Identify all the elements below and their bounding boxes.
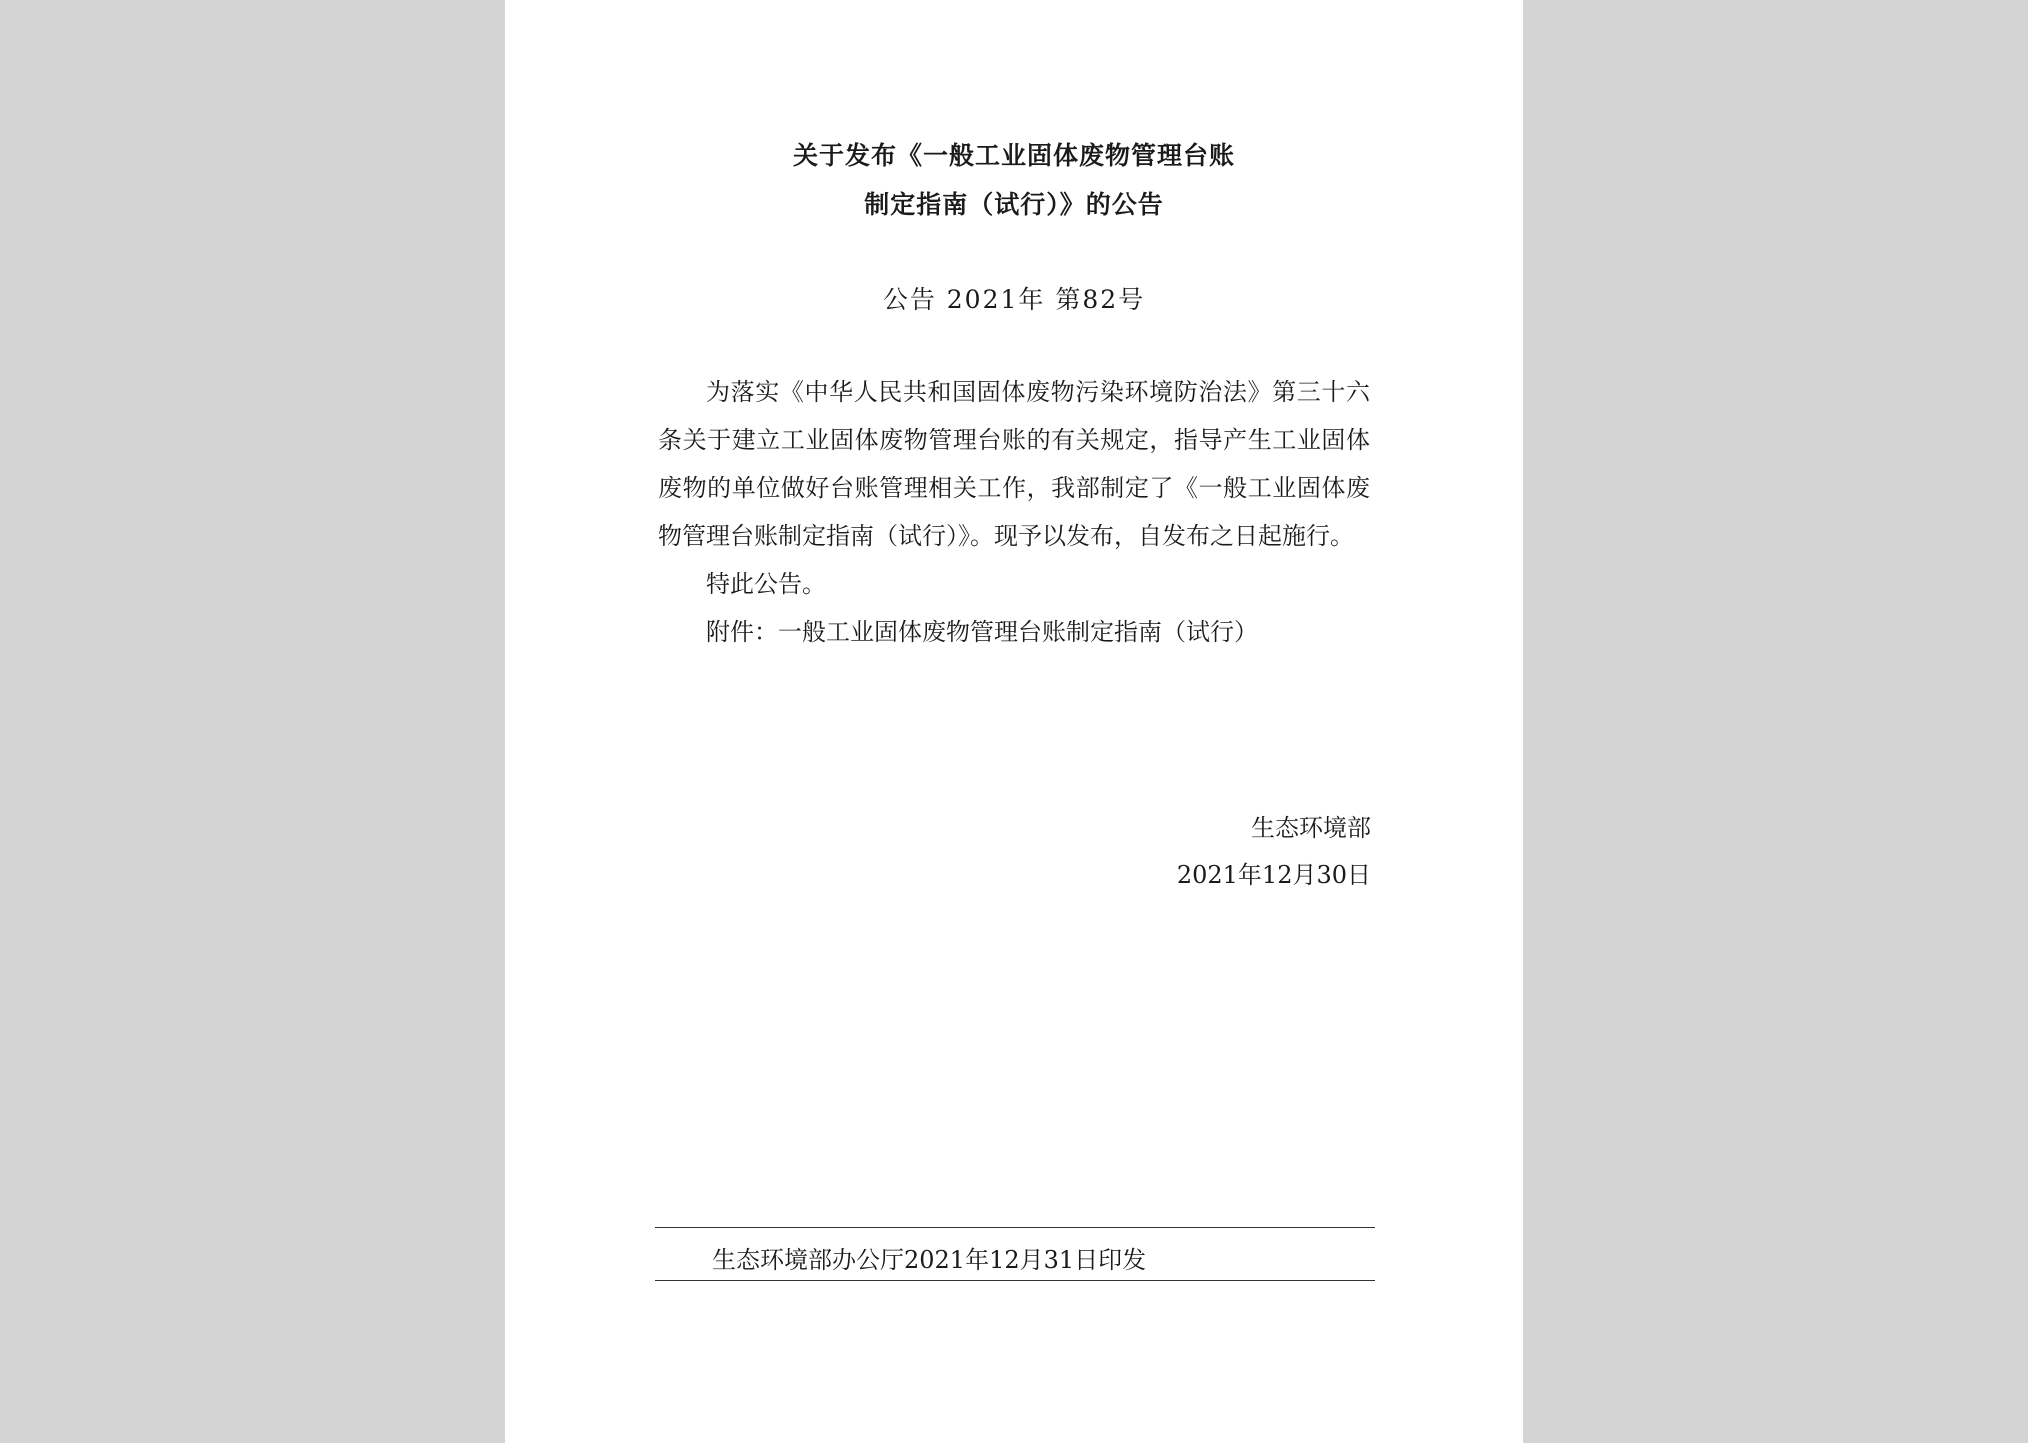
footer-issue-line: 生态环境部办公厅2021年12月31日印发 [712,1246,1147,1274]
document-number: 公告 2021年 第82号 [882,285,1146,314]
signature-date: 2021年12月30日 [1176,861,1371,889]
footer-rule-bottom [655,1280,1375,1281]
body-text [658,368,1370,656]
title-line-1: 关于发布《一般工业固体废物管理台账 [792,141,1235,170]
body-paragraph-notice: 特此公告。 [706,570,826,598]
body-paragraph-main: 为落实《中华人民共和国固体废物污染环境防治法》第三十六条关于建立工业固体废物管理台账的有关规定，指导产生工业固体废物的单位做好台账管理相关工作，我部制定了《一般工业固体废物管理台账制定指南（试行）》。现予以发布，自发布之日起施行。 [658,378,1370,550]
body-paragraph-attachment: 附件：一般工业固体废物管理台账制定指南（试行） [706,618,1258,646]
document-page [505,0,1523,1443]
title-line-2: 制定指南（试行）》的公告 [864,190,1164,219]
signature-org: 生态环境部 [1251,814,1371,842]
footer-rule-top [655,1227,1375,1228]
